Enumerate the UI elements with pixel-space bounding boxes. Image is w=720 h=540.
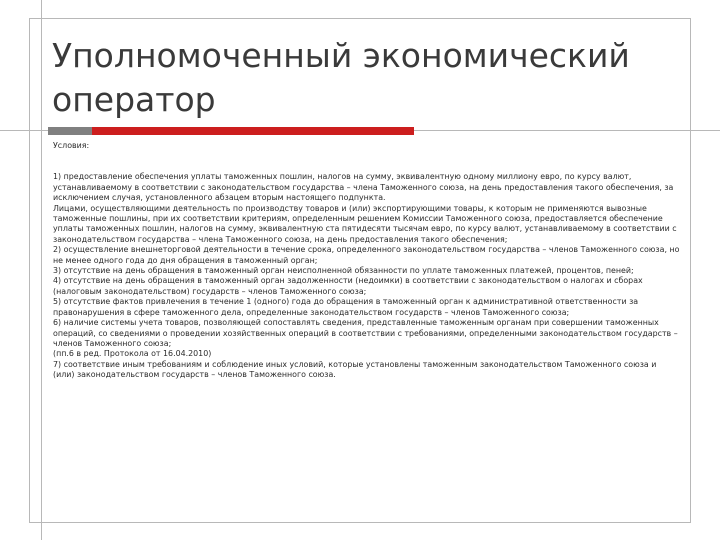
condition-6-note: (пп.6 в ред. Протокола от 16.04.2010) xyxy=(53,349,212,359)
title-underline-gray xyxy=(48,127,92,135)
slide-title: Уполномоченный экономический оператор xyxy=(52,36,630,119)
condition-2: 2) осуществление внешнеторговой деятельности в течение срока, определенного законодательством государства – членов Таможенного союза, но не менее одного года до дня обращения в таможенный орган; xyxy=(53,245,680,265)
condition-3: 3) отсутствие на день обращения в таможенный орган неисполненной обязанности по уплате таможенных платежей, процентов, пеней; xyxy=(53,266,634,276)
conditions-label: Условия: xyxy=(53,141,90,150)
vertical-guide-line xyxy=(41,0,42,540)
condition-1-exception: Лицами, осуществляющими деятельность по производству товаров и (или) экспортирующими товары, к которым не применяются вывозные таможенные пошлины, при их соответствии критериям, определенным решением Комиссии Таможенного союза, предоставляется обеспечение уплаты таможенных пошлин, налогов на сумму, эквивалентную ста пятидесяти тысячам евро, по курсу валют, устанавливаемому в соответствии с законодательством государства – члена Таможенного союза, на день предоставления такого обеспечения; xyxy=(53,203,677,244)
condition-5: 5) отсутствие фактов привлечения в течение 1 (одного) года до обращения в таможенный орган к административной ответственности за правонарушения в сфере таможенного дела, определенные законодательством государств – членов Таможенного союза; xyxy=(53,297,639,317)
title-underline-red xyxy=(92,127,414,135)
slide-body xyxy=(53,141,680,381)
condition-6: 6) наличие системы учета товаров, позволяющей сопоставлять сведения, представленные таможенным органам при совершении таможенных операций, со сведениями о проведении хозяйственных операций в соответствии с требованиями, определенными законодательством государств – членов Таможенного союза; xyxy=(53,318,678,348)
condition-4: 4) отсутствие на день обращения в таможенный орган задолженности (недоимки) в соответствии с законодательством о налогах и сборах (налоговым законодательством) государств – членов Таможенного союза; xyxy=(53,276,643,296)
condition-1: 1) предоставление обеспечения уплаты таможенных пошлин, налогов на сумму, эквивалентную одному миллиону евро, по курсу валют, устанавливаемому в соответствии с законодательством государства – члена Таможенного союза, на день предоставления такого обеспечения, за исключением случая, установленного абзацем вторым настоящего подпункта. xyxy=(53,172,674,203)
condition-7: 7) соответствие иным требованиям и соблюдение иных условий, которые установлены таможенным законодательством Таможенного союза и (или) законодательством государств – членов Таможенного союза. xyxy=(53,359,657,380)
